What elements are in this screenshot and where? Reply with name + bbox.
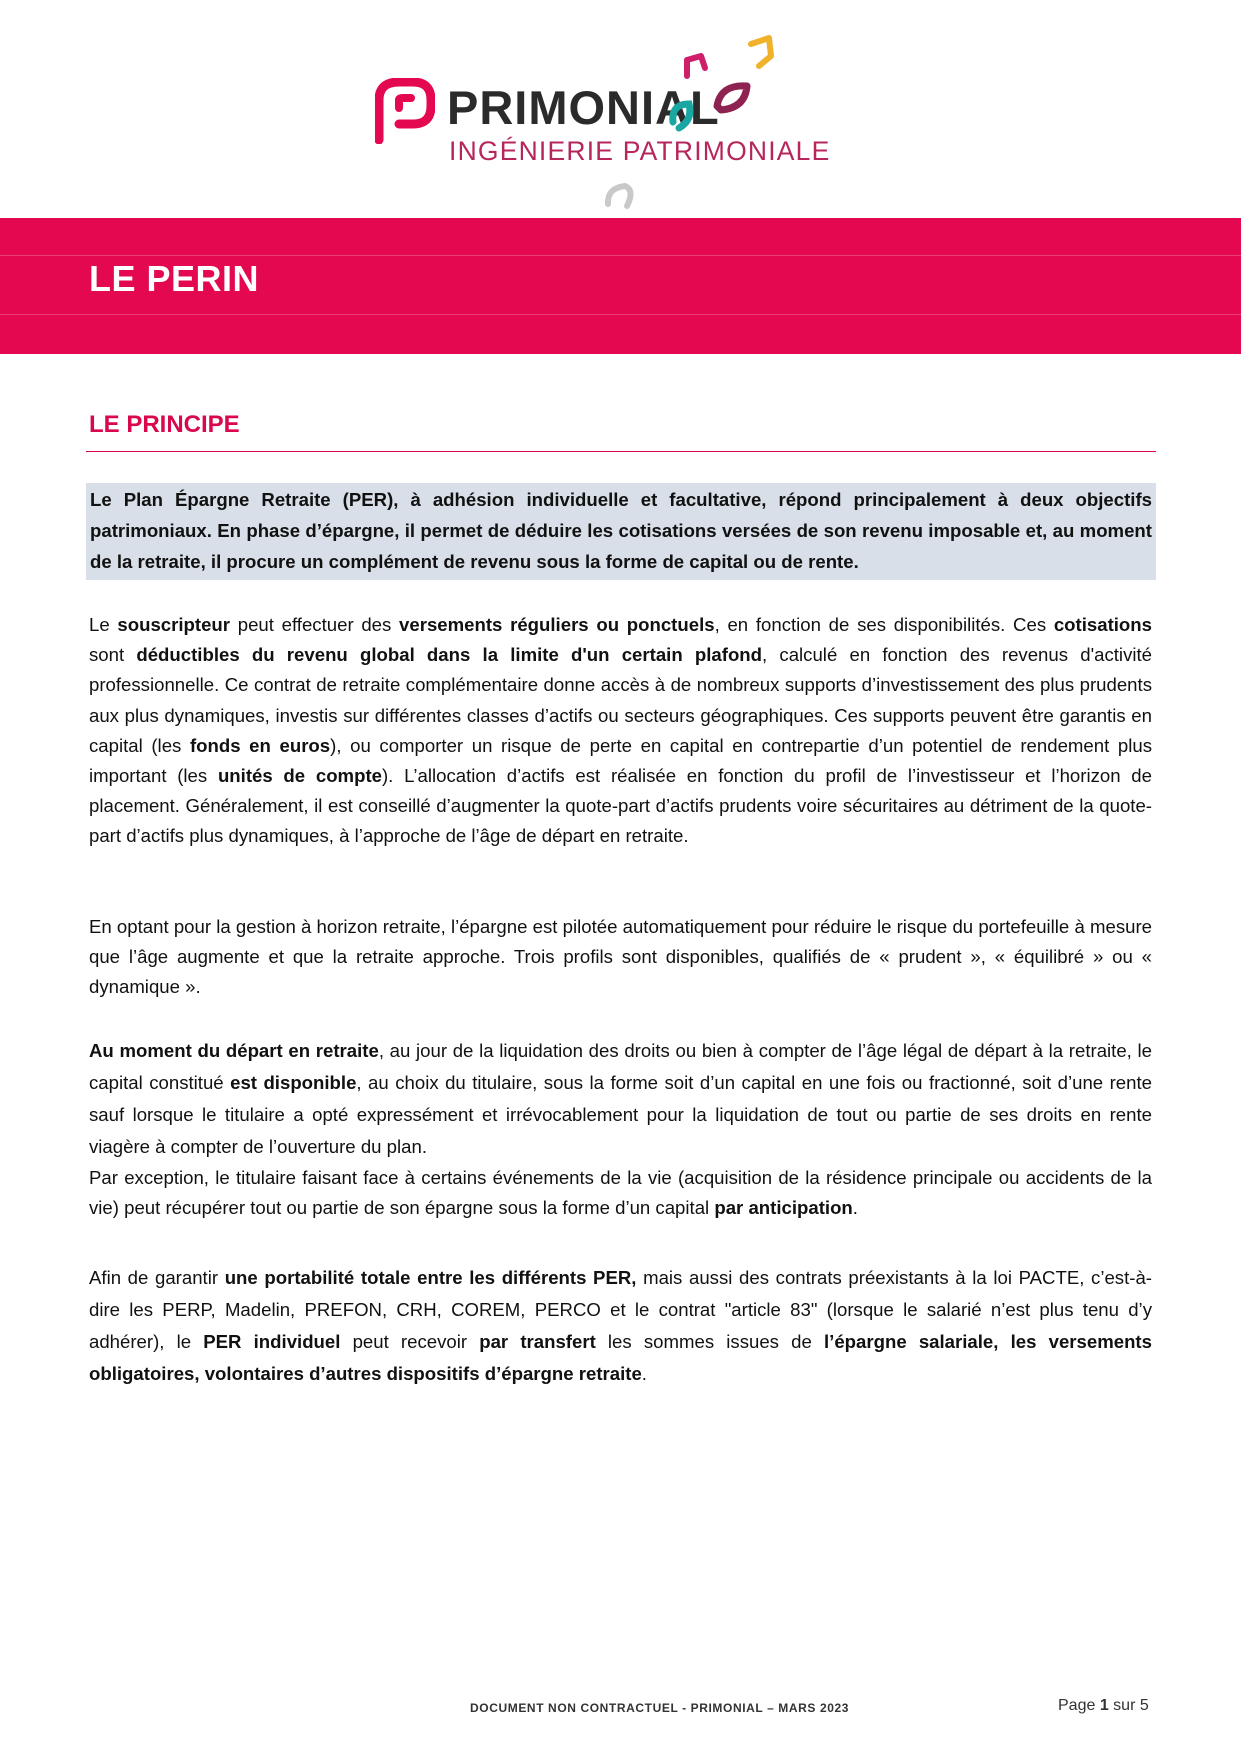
text-run: , en fonction de ses disponibilités. Ces — [714, 614, 1054, 635]
document-title: LE PERIN — [89, 258, 260, 299]
bold-text-run: fonds en euros — [189, 734, 331, 756]
intro-highlight-box: Le Plan Épargne Retraite (PER), à adhésion individuelle et facultative, répond principalement à deux objectifs patrimoniaux. En phase d’épargne, il permet de déduire les cotisations versées de son revenu imposable et, au moment de la retraite, il procure un complément de revenu sous la forme de capital ou de rente. — [86, 483, 1156, 580]
text-run: sont — [89, 644, 137, 666]
bold-text-run: par anticipation — [714, 1197, 853, 1219]
page-separator: sur — [1108, 1697, 1140, 1714]
text-run: peut effectuer des — [230, 614, 400, 635]
text-run: . — [641, 1363, 647, 1384]
body-paragraph — [89, 1035, 1152, 1163]
section-divider — [86, 451, 1156, 452]
bold-text-run: cotisations — [1053, 614, 1152, 635]
page-prefix: Page — [1058, 1697, 1100, 1714]
bold-text-run: l’épargne salariale, les versements obligatoires, volontaires d’autres dispositifs d’épargne retraite — [89, 1331, 1152, 1384]
bold-text-run: est disponible — [230, 1072, 357, 1093]
text-run: ). L’allocation d’actifs est réalisée en fonction du profil de l’investisseur et l’horizon de placement. Généralement, il est conseillé d’augmenter la quote-part d’actifs prudents voire sécuritaires au détriment de la quote-part d’actifs plus dynamiques, à l’approche de l’âge de départ en retraite. — [89, 765, 1152, 847]
bold-text-run: Au moment du départ en retraite — [89, 1040, 379, 1061]
section-heading: LE PRINCIPE — [89, 411, 240, 438]
bold-text-run: versements réguliers ou ponctuels — [399, 614, 715, 635]
page-total: 5 — [1139, 1697, 1149, 1714]
title-banner — [0, 218, 1241, 354]
banner-band-line — [0, 314, 1241, 315]
text-run: mais aussi des contrats préexistants à la loi PACTE, c’est-à-dire les PERP, Madelin, PREFON, CRH, COREM, PERCO et le contrat "article 83" (lorsque le salarié n’est plus tenu d’y adhérer), le — [89, 1267, 1152, 1352]
brand-subtitle: INGÉNIERIE PATRIMONIALE — [449, 136, 831, 166]
brand-name: PRIMONIAL — [447, 81, 720, 134]
text-run: , au choix du titulaire, sous la forme soit d’un capital en une fois ou fractionné, soit d’une rente sauf lorsque le titulaire a opté expressément et irrévocablement pour la liquidation de tout ou partie de ses droits en rente viagère à compter de l’ouverture du plan. — [89, 1072, 1152, 1157]
bold-text-run: une portabilité totale entre les différents PER, — [224, 1267, 637, 1288]
text-run: Le — [89, 614, 118, 635]
text-run: Par exception, le titulaire faisant face à certains événements de la vie (acquisition de la résidence principale ou accidents de la vie) peut récupérer tout ou partie de son épargne sous la forme d’un capital — [89, 1167, 1152, 1219]
primonial-logo — [375, 18, 875, 218]
text-run: peut recevoir — [340, 1331, 480, 1352]
page-current: 1 — [1099, 1697, 1109, 1714]
text-run: En optant pour la gestion à horizon retraite, l’épargne est pilotée automatiquement pour réduire le risque du portefeuille à mesure que l’âge augmente et que la retraite approche. Trois profils sont disponibles, qualifiés de « prudent », « équilibré » ou « dynamique ». — [89, 916, 1152, 998]
text-run: , au jour de la liquidation des droits ou bien à compter de l’âge légal de départ à la retraite, le capital constitué — [89, 1040, 1152, 1093]
bold-text-run: déductibles du revenu global dans la limite d'un certain plafond — [136, 644, 763, 666]
body-paragraph — [89, 1163, 1152, 1223]
text-run: Afin de garantir — [89, 1267, 225, 1288]
bold-text-run: par transfert — [479, 1331, 596, 1352]
body-paragraph — [89, 912, 1152, 1003]
page-number — [1058, 1697, 1149, 1715]
bold-text-run: PER individuel — [203, 1331, 341, 1352]
bold-text-run: unités de compte — [217, 765, 382, 787]
text-run: . — [852, 1197, 858, 1219]
body-paragraph — [89, 1262, 1152, 1390]
bold-text-run: souscripteur — [117, 614, 231, 635]
footer-disclaimer: DOCUMENT NON CONTRACTUEL - PRIMONIAL – MARS 2023 — [470, 1701, 850, 1715]
decorative-petals-icon — [375, 18, 875, 218]
banner-band-line — [0, 255, 1241, 256]
body-paragraph — [89, 610, 1152, 852]
text-run: les sommes issues de — [595, 1331, 824, 1352]
text-run: ), ou comporter un risque de perte en capital en contrepartie d’un potentiel de rendement plus important (les — [89, 734, 1152, 787]
text-run: , calculé en fonction des revenus d'activité professionnelle. Ce contrat de retraite complémentaire donne accès à de nombreux supports d’investissement des plus prudents aux plus dynamiques, investis sur différentes classes d’actifs ou secteurs géographiques. Ces supports peuvent être garantis en capital (les — [89, 644, 1152, 756]
